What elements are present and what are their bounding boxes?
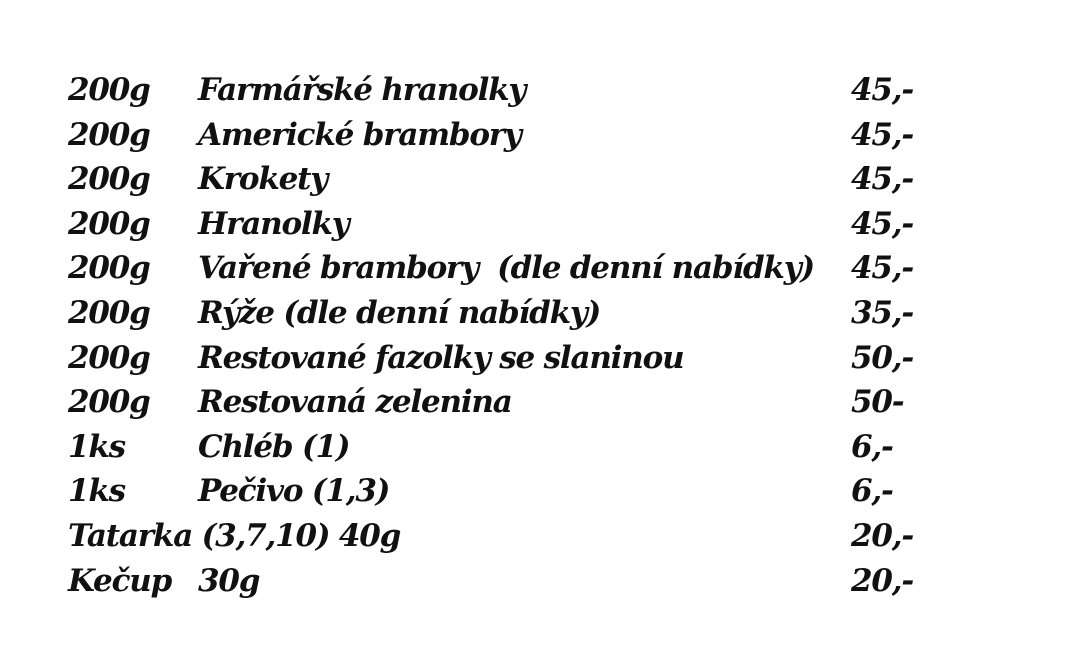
item-name: Pečivo (1,3)	[198, 473, 390, 510]
item-name: Farmářské hranolky	[198, 72, 526, 108]
item-price: 6,-	[851, 428, 893, 465]
item-name: Hranolky	[198, 205, 349, 242]
item-quantity: 200g	[68, 72, 150, 108]
item-quantity: 1ks	[68, 428, 125, 465]
list-item	[68, 336, 968, 381]
item-name: Kečup	[68, 562, 172, 599]
item-name: Restované fazolky se slaninou	[198, 339, 684, 376]
list-item	[68, 68, 968, 113]
item-price: 45,-	[851, 72, 913, 108]
list-item	[68, 157, 968, 202]
item-description: Tatarka (3,7,10) 40g	[68, 517, 401, 554]
item-quantity: 200g	[68, 205, 150, 242]
item-quantity: 200g	[68, 384, 150, 421]
item-price: 45,-	[851, 116, 913, 153]
list-item	[68, 469, 968, 514]
item-price: 6,-	[851, 473, 893, 510]
item-name: Chléb (1)	[198, 428, 350, 465]
item-name: Rýže (dle denní nabídky)	[198, 294, 601, 331]
list-item	[68, 514, 968, 559]
item-quantity: 200g	[68, 161, 150, 198]
item-quantity: 30g	[198, 562, 260, 599]
item-price: 45,-	[851, 250, 913, 287]
item-quantity: 200g	[68, 339, 150, 376]
list-item	[68, 246, 968, 291]
list-item	[68, 380, 968, 425]
list-item	[68, 559, 968, 604]
item-name: Americké brambory	[198, 116, 521, 153]
list-item	[68, 425, 968, 470]
item-price: 20,-	[851, 562, 913, 599]
item-name: Vařené brambory (dle denní nabídky)	[198, 250, 814, 287]
list-item	[68, 202, 968, 247]
item-price: 50,-	[851, 339, 913, 376]
item-name: Krokety	[198, 161, 328, 198]
list-item	[68, 291, 968, 336]
price-list	[68, 68, 968, 603]
item-price: 50-	[851, 384, 904, 421]
list-item	[68, 113, 968, 158]
item-price: 45,-	[851, 205, 913, 242]
item-price: 35,-	[851, 294, 913, 331]
item-price: 20,-	[851, 517, 913, 554]
item-quantity: 200g	[68, 294, 150, 331]
item-price: 45,-	[851, 161, 913, 198]
item-quantity: 200g	[68, 250, 150, 287]
item-quantity: 200g	[68, 116, 150, 153]
item-quantity: 1ks	[68, 473, 125, 510]
item-name: Restovaná zelenina	[198, 384, 512, 421]
